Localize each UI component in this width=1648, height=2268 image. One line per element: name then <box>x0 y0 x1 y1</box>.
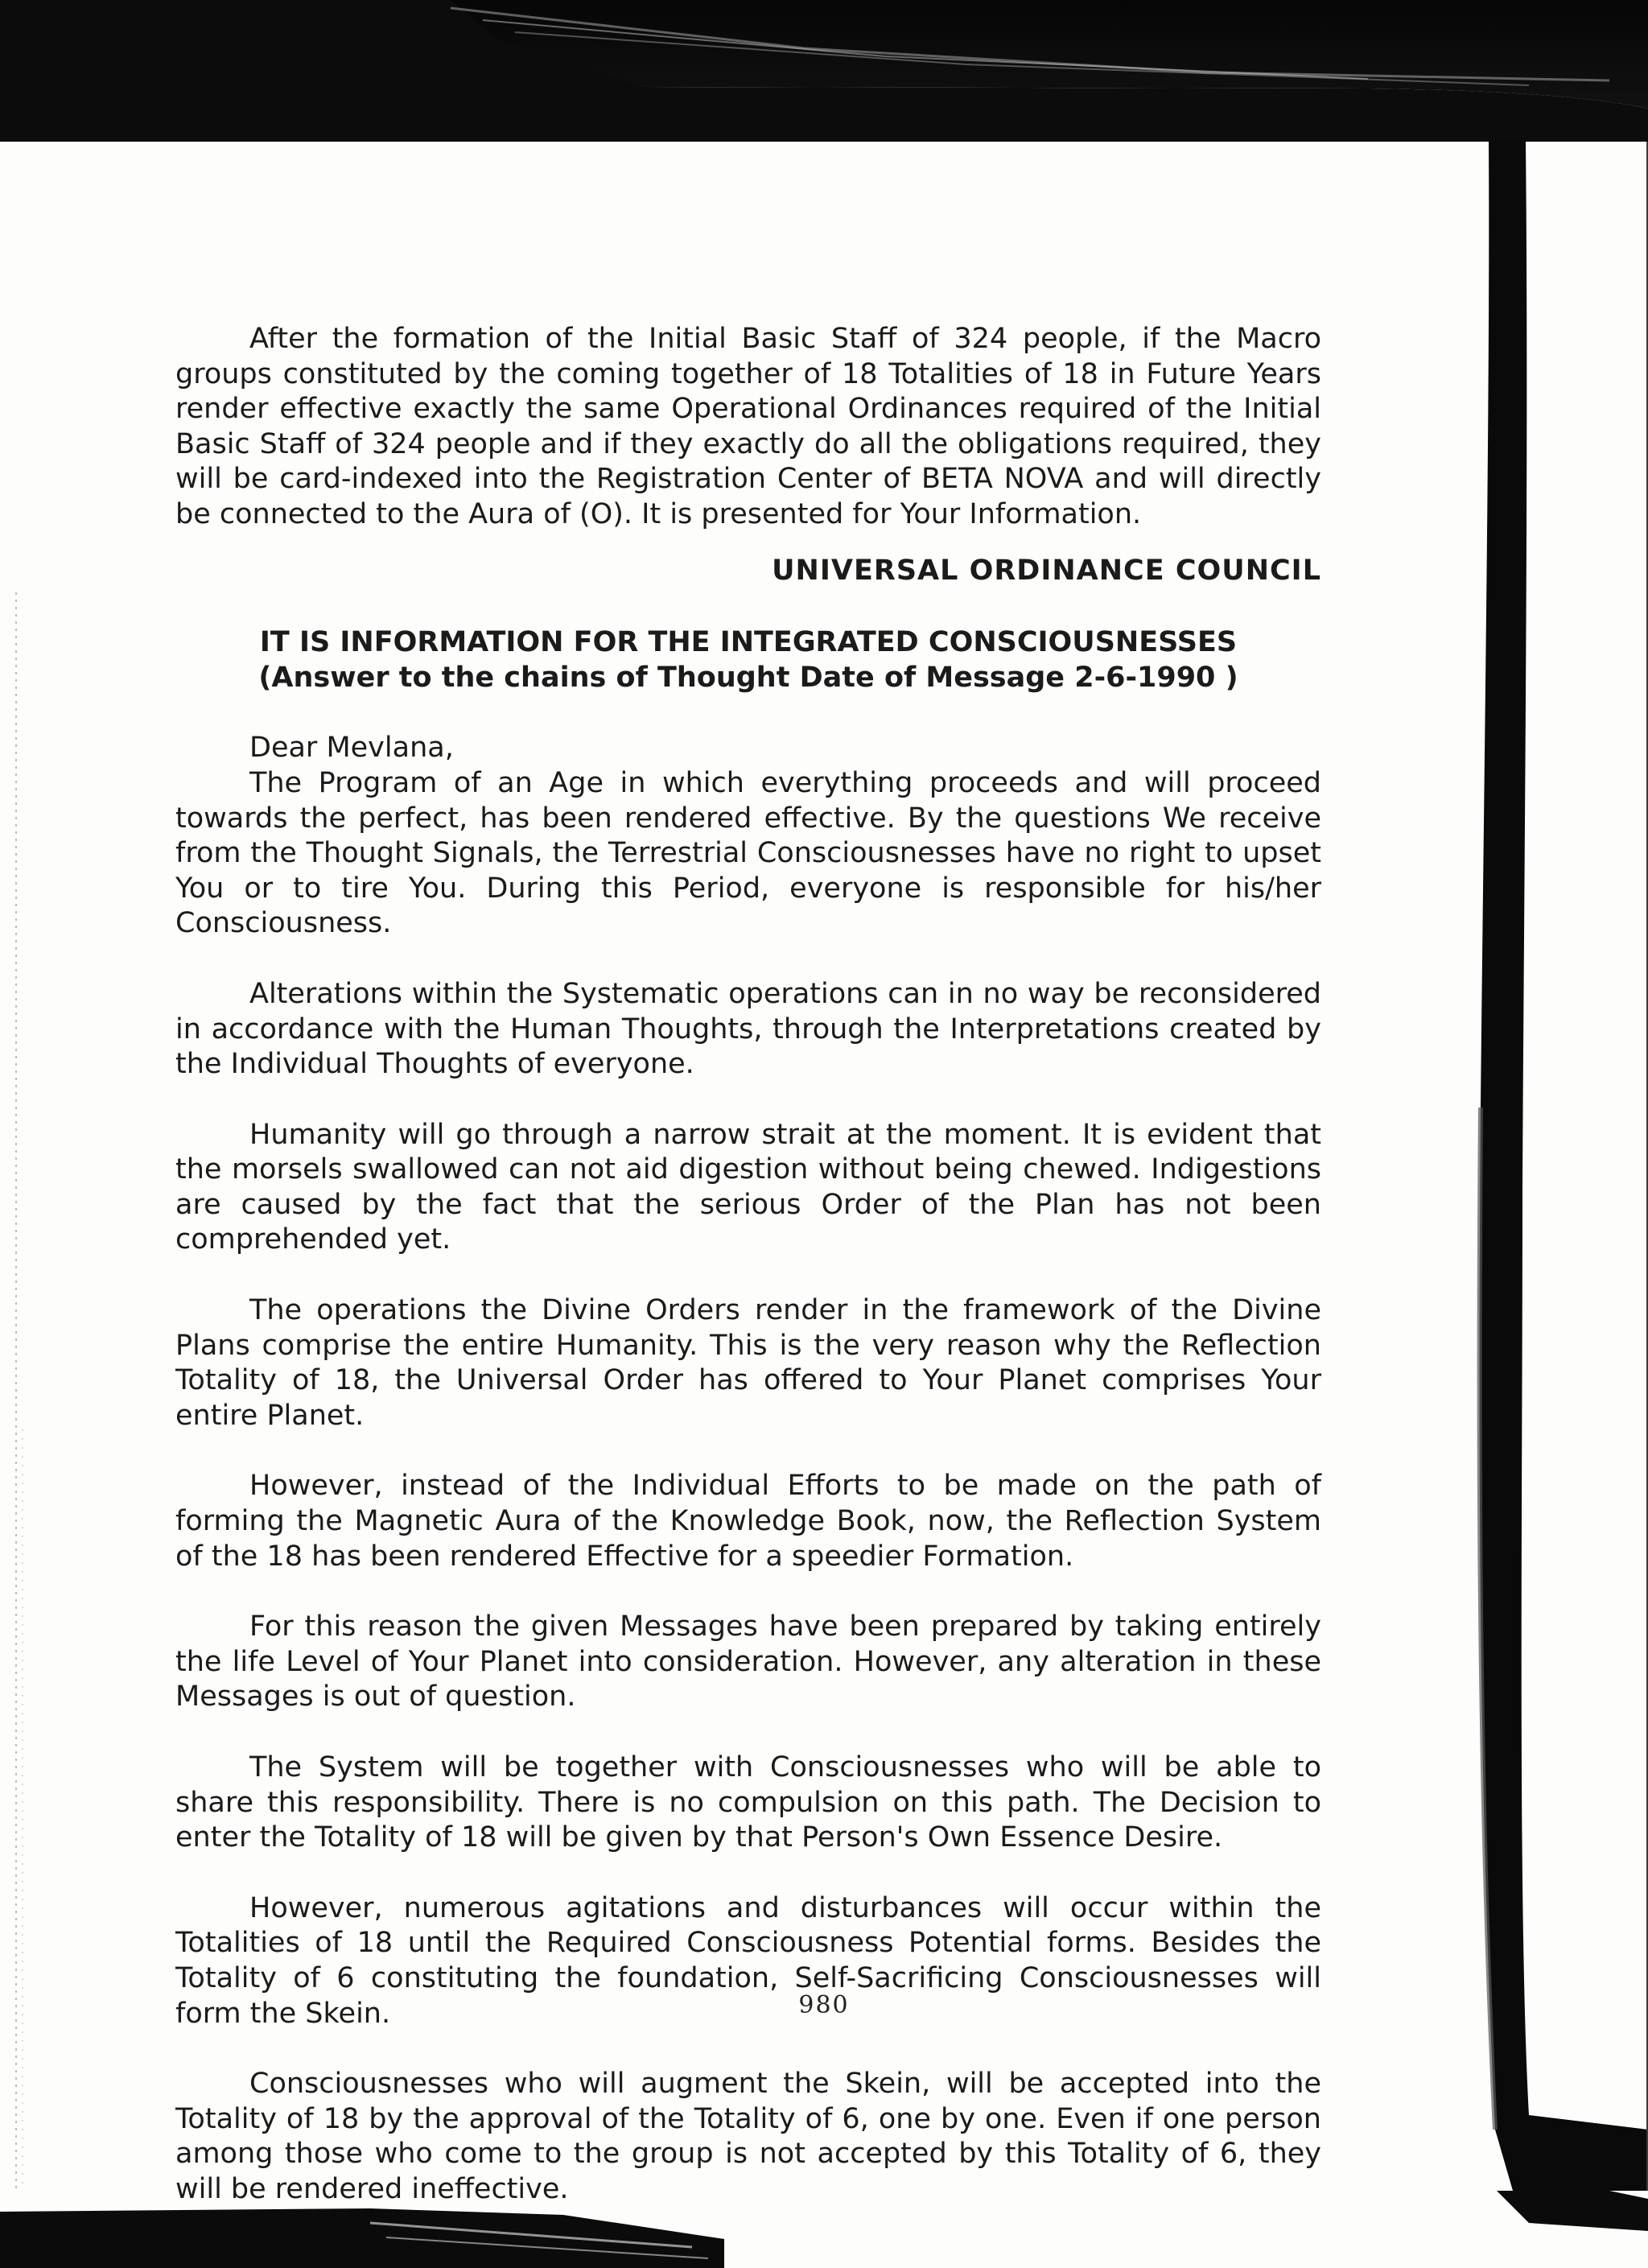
document-body <box>175 322 1321 2208</box>
body-paragraph: Humanity will go through a narrow strait at the moment. It is evident that the morsels swallowed can not aid digestion without being chewed. Indigestions are caused by the fact that the serious Order of the Plan has not been comprehended yet. <box>175 1118 1321 1256</box>
body-paragraph: Consciousnesses who will augment the Skein, will be accepted into the Totality of 18 by the approval of the Totality of 6, one by one. Even if one person among those who come to the group is not accepted by this Totality of 6, they will be rendered ineffective. <box>175 2068 1321 2205</box>
body-paragraph: The System will be together with Consciousnesses who will be able to share this responsibility. There is no compulsion on this path. The Decision to enter the Totality of 18 will be given by that Person's Own Essence Desire. <box>175 1751 1321 1854</box>
body-paragraph: The Program of an Age in which everything proceeds and will proceed towards the perfect, has been rendered effective. By the questions We receive from the Thought Signals, the Terrestrial Consciousnesses have no right to upset You or to tire You. During this Period, everyone is responsible for his/her Consciousness. <box>175 766 1321 940</box>
section-heading: IT IS INFORMATION FOR THE INTEGRATED CONSCIOUSNESSES <box>259 626 1238 659</box>
body-paragraph: Alterations within the Systematic operations can in no way be reconsidered in accordance with the Human Thoughts, through the Interpretations created by the Individual Thoughts of everyone. <box>175 977 1321 1081</box>
page-number: 980 <box>798 1991 850 2019</box>
section-subheading: (Answer to the chains of Thought Date of Message 2-6-1990 ) <box>258 661 1238 694</box>
intro-paragraph: After the formation of the Initial Basic Staff of 324 people, if the Macro groups constituted by the coming together of 18 Totalities of 18 in Future Years render effective exactly the same Operational Ordinances required of the Initial Basic Staff of 324 people and if they exactly do all the obligations required, they will be card-indexed into the Registration Center of BETA NOVA and will directly be connected to the Aura of (O). It is presented for Your Information. <box>175 323 1321 530</box>
scan-top-edge <box>0 0 1648 142</box>
scan-left-edge <box>0 142 32 2191</box>
salutation: Dear Mevlana, <box>249 732 454 765</box>
signature-line: UNIVERSAL ORDINANCE COUNCIL <box>772 554 1321 587</box>
body-paragraph: However, numerous agitations and disturbances will occur within the Totalities of 18 until the Required Consciousness Potential forms. Besides the Totality of 6 constituting the foundation, Self-Sacrificing Consciousnesses will form the Skein. <box>175 1891 1321 2030</box>
body-paragraph: The operations the Divine Orders render in the framework of the Divine Plans comprise the entire Humanity. This is the very reason why the Reflection Totality of 18, the Universal Order has offered to Your Planet comprises Your entire Planet. <box>175 1294 1321 1432</box>
body-paragraph: For this reason the given Messages have been prepared by taking entirely the life Level of Your Planet into consideration. However, any alteration in these Messages is out of question. <box>175 1610 1321 1713</box>
scan-right-edge <box>1448 142 1648 2191</box>
body-paragraph: However, instead of the Individual Efforts to be made on the path of forming the Magnetic Aura of the Knowledge Book, now, the Reflection System of the 18 has been rendered Effective for a speedier Formation. <box>175 1470 1321 1573</box>
